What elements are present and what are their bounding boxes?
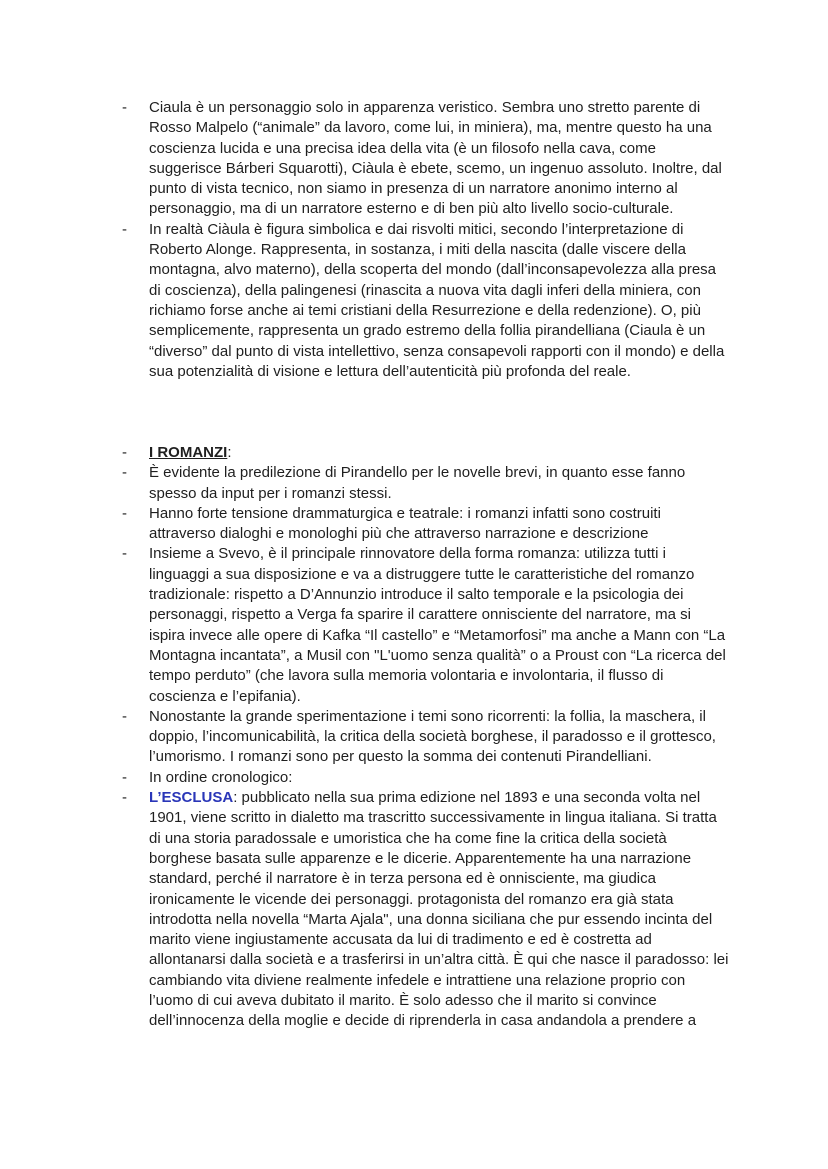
list-item: [0, 707, 828, 768]
paragraph-text: In ordine cronologico:: [149, 768, 293, 786]
bullet-dash: -: [122, 789, 127, 807]
novel-title: L’ESCLUSA: [149, 789, 234, 807]
paragraph-text: Ciaula è un personaggio solo in apparenza veristico. Sembra uno stretto parente di Rosso Malpelo (“animale” da lavoro, come lui, in miniera), ma, mentre questo ha una coscienza lucida e una precisa idea della vita (è un filosofo nella cava, come suggerisce Bárberi Squarotti), Ciàula è ebete, scemo, un ingenuo assoluto. Inoltre, dal punto di vista tecnico, non siamo in presenza di un narratore anonimo interno al personaggio, ma di un narratore esterno e di ben più alto livello socio-culturale.: [149, 99, 722, 218]
list-item: [0, 504, 828, 545]
bullet-dash: -: [122, 707, 127, 725]
romanzi-bullet-list: [0, 443, 828, 1032]
bullet-dash: -: [122, 768, 127, 786]
paragraph-text: Insieme a Svevo, è il principale rinnovatore della forma romanza: utilizza tutti i linguaggi a sua disposizione e va a distruggere tutte le caratteristiche del romanzo tradizionale: rispetto a D’Annunzio introduce il salto temporale e la psicologia dei personaggi, rispetto a Verga fa sparire il carattere onnisciente del narratore, ma si ispira invece alle opere di Kafka “Il castello” e “Metamorfosi” ma anche a Mann con “La Montagna incantata”, a Musil con "L'uomo senza qualità” o a Proust con “La ricerca del tempo perduto” (che lavora sulla memoria volontaria e involontaria, il flusso di coscienza e l’epifania).: [149, 545, 726, 705]
bullet-dash: -: [122, 220, 127, 238]
ciaula-bullet-list: [0, 98, 828, 382]
list-item: [0, 768, 828, 788]
bullet-dash: -: [122, 444, 127, 461]
paragraph-text: : pubblicato nella sua prima edizione nel 1893 e una seconda volta nel 1901, viene scritto in dialetto ma trascritto successivamente in lingua italiana. Si tratta di una storia paradossale e umoristica che ha come fine la critica della società borghese basata sulle apparenze e le dicerie. Apparentemente ha una narrazione standard, perché il narratore è in terza persona ed è onnisciente, ma giudica ironicamente le vicende dei personaggi. protagonista del romanzo era già stata introdotta nella novella “Marta Ajala", una donna siciliana che pur essendo incinta del marito viene ingiustamente accusata da lui di tradimento e ed è costretta ad allontanarsi dalla società e a trasferirsi in un’altra città. È qui che nasce il paradosso: lei cambiando vita diviene realmente infedele e intrattiene una relazione proprio con l’uomo di cui aveva dubitato il marito. È solo adesso che il marito si convince dell’innocenza della moglie e decide di riprenderla in casa andandola a prendere a: [149, 789, 729, 1030]
list-item: [0, 463, 828, 504]
list-item: [0, 544, 828, 706]
bullet-dash: -: [122, 99, 127, 116]
paragraph-text: Hanno forte tensione drammaturgica e teatrale: i romanzi infatti sono costruiti attraverso dialoghi e monologhi più che attraverso narrazione e descrizione: [149, 504, 661, 543]
paragraph-text: È evidente la predilezione di Pirandello per le novelle brevi, in quanto esse fanno spesso da input per i romanzi stessi.: [149, 464, 686, 502]
section-heading-item: [0, 443, 828, 463]
bullet-dash: -: [122, 545, 127, 563]
heading-colon: :: [227, 444, 232, 461]
bullet-dash: -: [122, 504, 127, 522]
paragraph-text: In realtà Ciàula è figura simbolica e dai risvolti mitici, secondo l’interpretazione di Roberto Alonge. Rappresenta, in sostanza, i miti della nascita (dalle viscere della montagna, alvo materno), della scoperta del mondo (dall’inconsapevolezza alla presa di coscienza), della palingenesi (rinascita a nuova vita dagli inferi della miniera, con richiamo forse anche ai temi cristiani della Resurrezione e della redenzione). O, più semplicemente, rappresenta un grado estremo della follia pirandelliana (Ciaula è un “diverso” dal punto di vista intellettivo, senza consapevoli rapporti con il mondo) e della sua potenzialità di visione e lettura dell’autenticità più profonda del reale.: [149, 220, 725, 380]
list-item: [0, 220, 828, 382]
paragraph-text: Nonostante la grande sperimentazione i temi sono ricorrenti: la follia, la maschera, il doppio, l’incomunicabilità, la critica della società borghese, il paradosso e il grottesco, l’umorismo. I romanzi sono per questo la somma dei contenuti Pirandelliani.: [149, 707, 716, 766]
list-item-esclusa: [0, 788, 828, 1032]
section-heading: I ROMANZI: [149, 444, 228, 461]
bullet-dash: -: [122, 464, 127, 482]
list-item: [0, 98, 828, 220]
